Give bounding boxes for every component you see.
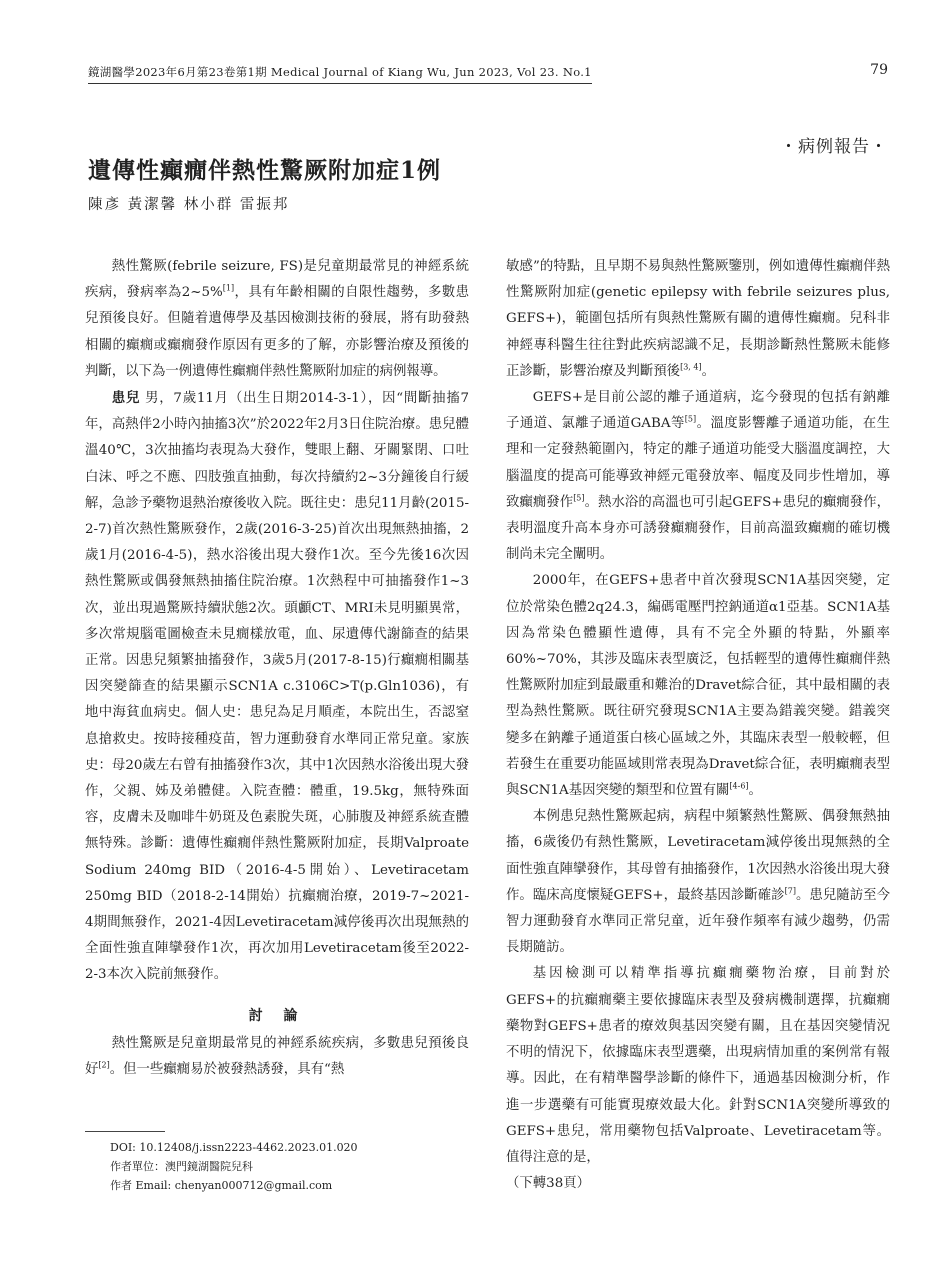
discussion-paragraph: 熱性驚厥是兒童期最常見的神經系統疾病，多數患兒預後良好[2]。但一些癲癇易於被發熱誘發，具有“熱 <box>85 1035 469 1078</box>
citation-ref[interactable]: [7] <box>784 886 796 896</box>
article-title: 遺傳性癲癇伴熱性驚厥附加症1例 <box>88 157 442 184</box>
email-line[interactable]: 作者 Email: chenyan000712@gmail.com <box>110 1179 333 1192</box>
citation-ref[interactable]: [5] <box>684 414 697 424</box>
ion-channel-paragraph: GEFS+是目前公認的離子通道病，迄今發現的包括有鈉離子通道、氯離子通道GABA等[5]。溫度影響離子通道功能，在生理和一定發熱範圍內，特定的離子通道功能受大腦溫度調控，大腦溫度的提高可能導致神經元電發放率、幅度及同步性增加，導致癲癇發作[5]。熱水浴的高溫也可引起GEFS+患兒的癲癇發作，表明溫度升高本身亦可誘發癲癇發作，目前高溫致癲癇的確切機制尚未完全闡明。 <box>506 390 891 563</box>
right-column <box>506 254 890 1197</box>
intro-paragraph: 熱性驚厥(febrile seizure, FS)是兒童期最常見的神經系統疾病，發病率為2~5%[1]，具有年齡相關的自限性趨勢，多數患兒預後良好。但隨着遺傳學及基因檢測技術的發展，將有助發熱相關的癲癇或癲癇發作原因有更多的了解，亦影響治療及預後的判斷，以下為一例遺傳性癲癇伴熱性驚厥附加症的病例報導。 <box>85 259 470 379</box>
case-paragraph: 患兒 男，7歲11月（出生日期2014-3-1），因“間斷抽搐7年，高熱伴2小時內抽搐3次”於2022年2月3日住院治療。患兒體溫40℃，3次抽搐均表現為大發作，雙眼上翻、牙關緊閉、口吐白沫、呼之不應、四肢強直抽動，每次持續約2~3分鐘後自行緩解，急診予藥物退熱治療後收入院。既往史：患兒11月齡(2015-2-7)首次熱性驚厥發作，2歲(2016-3-25)首次出現無熱抽搐，2歲1月(2016-4-5)，熱水浴後出現大發作1次。至今先後16次因熱性驚厥或偶發無熱抽搐住院治療。1次熱程中可抽搐發作1~3次，並出現過驚厥持續狀態2次。頭顱CT、MRI未見明顯異常，多次常規腦電圖檢查未見癇樣放電，血、尿遺傳代謝篩查的結果正常。因患兒頻繁抽搐發作，3歲5月(2017-8-15)行癲癇相關基因突變篩查的結果顯示SCN1A c.3106C>T(p.Gln1036)，有地中海貧血病史。個人史：患兒為足月順產，本院出生，否認窒息搶救史。按時接種疫苗，智力運動發育水準同正常兒童。家族史：母20歲左右曾有抽搐發作3次，其中1次因熱水浴後出現大發作，父親、姊及弟體健。入院查體：體重，19.5kg，無特殊面容，皮膚未及咖啡牛奶斑及色素脫失斑，心肺腹及神經系統查體無特殊。診斷：遺傳性癲癇伴熱性驚厥附加症，長期Valproate Sodium 240mg BID（2016-4-5開始）、Levetiracetam 250mg BID（2018-2-14開始）抗癲癇治療，2019-7~2021-4期間無發作，2021-4因Levetiracetam減停後再次出現無熱的全面性強直陣攣發作1次，再次加用Levetiracetam後至2022-2-3本次入院前無發作。 <box>85 390 469 983</box>
page-number: 79 <box>870 62 888 78</box>
section-tag: ・病例報告・ <box>780 137 888 157</box>
discussion-heading: 討 論 <box>248 1007 306 1024</box>
citation-ref[interactable]: [3, 4] <box>680 362 702 372</box>
citation-ref[interactable]: [4-6] <box>729 781 749 791</box>
citation-ref[interactable]: [5] <box>573 493 585 503</box>
scn1a-paragraph: 2000年，在GEFS+患者中首次發現SCN1A基因突變，定位於常染色體2q24.3，編碼電壓門控鈉通道α1亞基。SCN1A基因為常染色體顯性遺傳，具有不完全外顯的特點，外顯率60%~70%，其涉及臨床表型廣泛，包括輕型的遺傳性癲癇伴熱性驚厥附加症到最嚴重和難治的Dravet綜合征，其中最相關的表型為熱性驚厥。既往研究發現SCN1A主要為錯義突變。錯義突變多在鈉離子通道蛋白核心區域之外，其臨床表型一般較輕，但若發生在重要功能區域則常表現為Dravet綜合征，表明癲癇表型與SCN1A基因突變的類型和位置有關[4-6]。 <box>506 573 890 799</box>
journal-citation: 鏡湖醫學2023年6月第23卷第1期 Medical Journal of Kiang Wu, Jun 2023, Vol 23. No.1 <box>88 64 592 84</box>
footnote-divider <box>85 1131 165 1132</box>
footnotes <box>110 1138 358 1195</box>
case-lead: 患兒 <box>111 390 141 407</box>
case-summary-paragraph: 本例患兒熱性驚厥起病，病程中頻繁熱性驚厥、偶發無熱抽搐，6歲後仍有熱性驚厥，Levetiracetam減停後出現無熱的全面性強直陣攣發作，其母曾有抽搐發作，1次因熱水浴後出現大發作。臨床高度懷疑GEFS+，最終基因診斷確診[7]。患兒隨訪至今智力運動發育水準同正常兒童，近年發作頻率有減少趨勢，仍需長期隨訪。 <box>506 809 891 956</box>
affiliation-line: 作者單位：澳門鏡湖醫院兒科 <box>110 1160 253 1173</box>
continued-paragraph: 敏感”的特點，且早期不易與熱性驚厥鑒別，例如遺傳性癲癇伴熱性驚厥附加症(genetic epilepsy with febrile seizures plus, GEFS+)，範圍包括所有與熱性驚厥有關的遺傳性癲癇。兒科非神經專科醫生往往對此疾病認識不足，長期診斷熱性驚厥未能修正診斷，影響治療及判斷預後[3, 4]。 <box>506 259 890 379</box>
left-column <box>85 254 469 1083</box>
author-list: 陳彥 黃潔馨 林小群 雷振邦 <box>88 197 290 213</box>
running-header <box>88 64 888 86</box>
citation-ref[interactable]: [2] <box>98 1060 110 1070</box>
treatment-paragraph: 基因檢測可以精準指導抗癲癇藥物治療，目前對於GEFS+的抗癲癇藥主要依據臨床表型及發病機制選擇，抗癲癇藥物對GEFS+患者的療效與基因突變有關，且在基因突變情況不明的情況下，依據臨床表型選藥，出現病情加重的案例常有報導。因此，在有精準醫學診斷的條件下，通過基因檢測分析，作進一步選藥有可能實現療效最大化。針對SCN1A突變所導致的GEFS+患兒，常用藥物包括Valproate、Levetiracetam等。值得注意的是， <box>506 966 890 1165</box>
continued-note: （下轉38頁） <box>506 1176 590 1192</box>
doi-line[interactable]: DOI: 10.12408/j.issn2223-4462.2023.01.020 <box>110 1141 358 1154</box>
citation-ref[interactable]: [1] <box>222 283 235 293</box>
